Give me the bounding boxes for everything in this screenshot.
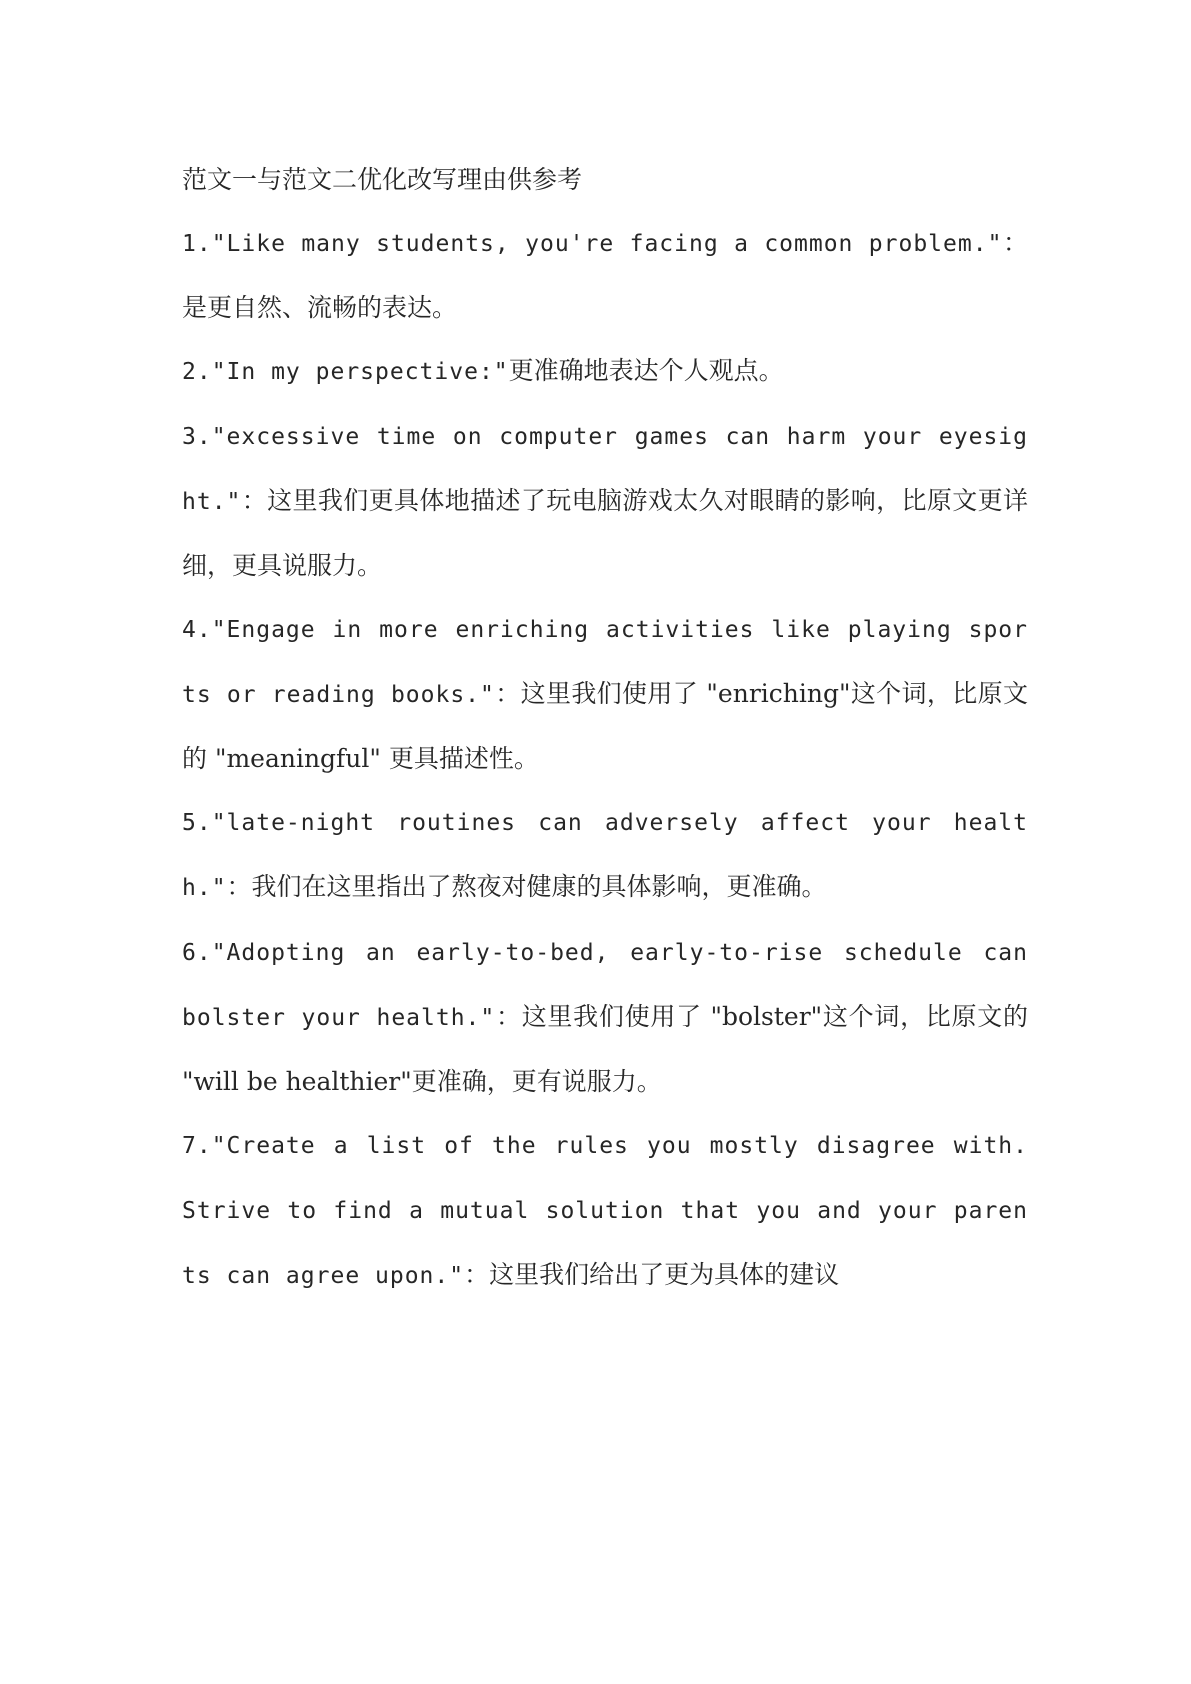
reason-item-7: [182, 1113, 1028, 1308]
reason-quote: 4."Engage in more enriching activities like playing sports or reading books.": [182, 617, 1028, 708]
reason-comment: ：这里我们给出了更为具体的建议: [464, 1260, 840, 1289]
reason-comment: ：是更自然、流畅的表达。: [182, 228, 1028, 322]
reason-quote: 5."late-night routines can adversely affect your health.": [182, 810, 1028, 901]
reason-quote: 3."excessive time on computer games can harm your eyesight.": [182, 424, 1028, 515]
reason-item-5: [182, 790, 1028, 920]
reason-quote: 1."Like many students, you're facing a common problem.": [182, 231, 1003, 257]
reason-comment: ：这里我们使用了 "bolster"这个词，比原文的 "will be healthier"更准确，更有说服力。: [182, 1002, 1028, 1096]
reason-quote: 7."Create a list of the rules you mostly disagree with. Strive to find a mutual solution that you and your parents can agree upon.": [182, 1133, 1028, 1289]
reason-item-4: [182, 597, 1028, 790]
document-title: 范文一与范文二优化改写理由供参考: [182, 165, 583, 194]
document-body: [182, 148, 1028, 1308]
reason-comment: ：这里我们更具体地描述了玩电脑游戏太久对眼睛的影响，比原文更详细，更具说服力。: [182, 486, 1028, 580]
reason-item-6: [182, 920, 1028, 1113]
reason-comment: ：这里我们使用了 "enriching"这个词，比原文的 "meaningful" 更具描述性。: [182, 679, 1028, 773]
reason-quote: 2."In my perspective:": [182, 359, 509, 385]
reason-comment: 更准确地表达个人观点。: [508, 356, 784, 385]
reason-comment: ：我们在这里指出了熬夜对健康的具体影响，更准确。: [226, 872, 827, 901]
reason-item-2: [182, 339, 1028, 404]
reason-item-1: [182, 211, 1028, 339]
reason-quote: 6."Adopting an early-to-bed, early-to-rise schedule can bolster your health.": [182, 940, 1028, 1031]
reason-item-3: [182, 404, 1028, 597]
